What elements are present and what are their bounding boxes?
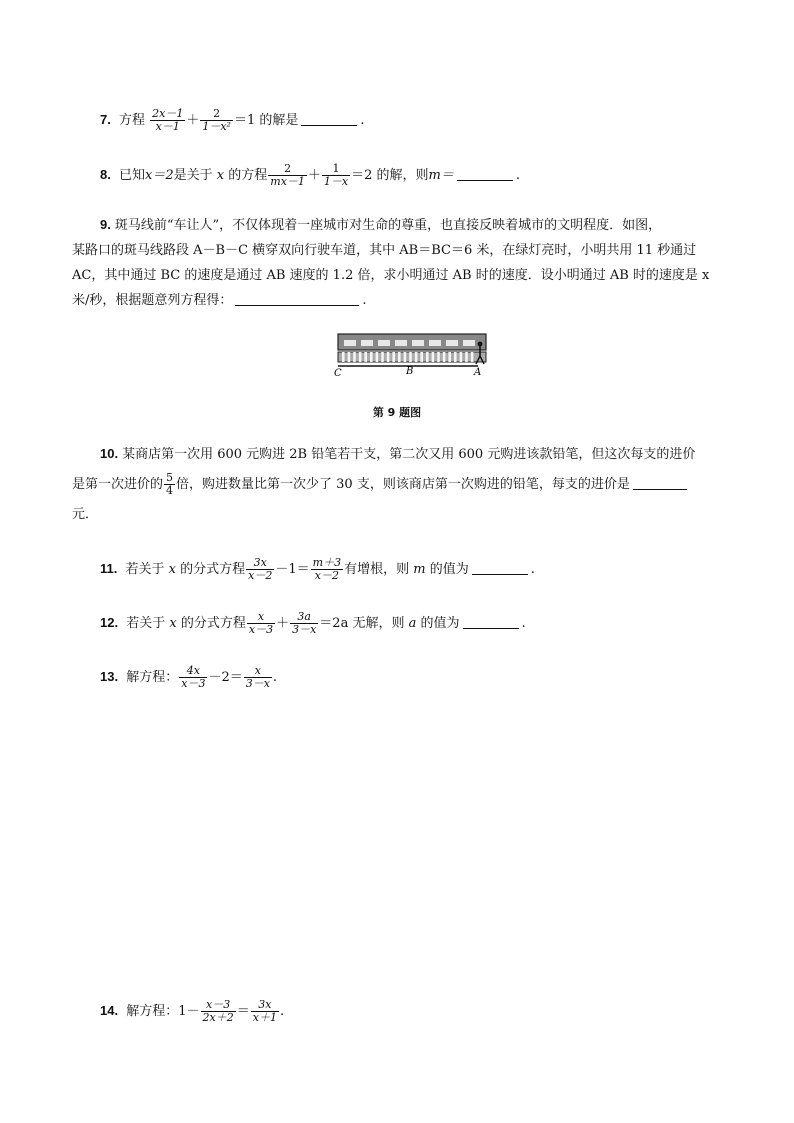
question-number: 9.: [100, 217, 111, 232]
question-13: [100, 665, 277, 690]
point-label-c: C: [334, 368, 342, 378]
crosswalk-stripe: [432, 352, 435, 362]
pedestrian-icon: [478, 342, 483, 347]
crosswalk-stripe: [409, 352, 412, 362]
fraction: [150, 108, 185, 133]
numerator: m＋3: [312, 556, 342, 569]
crosswalk-stripe: [437, 352, 440, 362]
lane-marking: [395, 340, 407, 346]
crosswalk-stripe: [398, 352, 401, 362]
numerator: 4x: [179, 665, 207, 678]
question-text: 若关于: [126, 616, 166, 631]
denominator: 4: [166, 484, 174, 497]
question-number: 11.: [100, 561, 118, 576]
crosswalk-stripe: [448, 352, 451, 362]
denominator: 3－x: [292, 623, 317, 636]
fraction: [322, 163, 350, 188]
numerator: 3a: [290, 611, 318, 624]
question-text: 倍，购进数量比第一次少了 30 支，则该商店第一次购进的铅笔，每支的进价是: [176, 477, 630, 492]
point-label-b: B: [406, 366, 414, 377]
crosswalk-stripe: [460, 352, 463, 362]
answer-blank[interactable]: [457, 167, 513, 181]
answer-blank[interactable]: [301, 112, 357, 126]
punctuation: .: [360, 113, 365, 128]
lane-marking: [446, 340, 458, 346]
operator: ＋: [186, 113, 200, 128]
question-text: 某路口的斑马线路段 A－B－C 横穿双向行驶车道，其中 AB＝BC＝6 米，在绿灯亮时，小明共用 11 秒通过: [72, 243, 697, 258]
crosswalk-stripe: [364, 352, 367, 362]
numerator: x: [247, 611, 275, 624]
numerator: 2: [200, 108, 233, 121]
question-text: 解方程：: [126, 670, 179, 685]
fraction: [247, 611, 275, 636]
crosswalk-stripe: [353, 352, 356, 362]
answer-blank[interactable]: [235, 292, 359, 306]
crosswalk-stripe: [420, 352, 423, 362]
denominator: x－2: [314, 569, 339, 582]
operator: ＋: [307, 168, 321, 183]
math-text: x＝2: [145, 168, 174, 183]
question-text: 是第一次进价的: [72, 477, 164, 492]
denominator: x－3: [181, 677, 206, 690]
lane-marking: [412, 340, 424, 346]
operator: －1＝: [275, 562, 310, 577]
lane-marking: [463, 340, 475, 346]
crosswalk-stripe: [443, 352, 446, 362]
operator: ＋: [276, 616, 290, 631]
crosswalk-stripe: [426, 352, 429, 362]
crosswalk-stripe: [454, 352, 457, 362]
question-7: [100, 108, 365, 133]
question-text: 的值为: [420, 616, 460, 631]
denominator: x－1: [155, 120, 180, 133]
lane-marking: [344, 340, 356, 346]
question-number: 13.: [100, 669, 119, 684]
punctuation: .: [515, 168, 520, 183]
crosswalk-figure: [334, 330, 490, 378]
math-text: m＝: [428, 168, 454, 183]
question-text: 方程: [118, 113, 145, 128]
question-text: 斑马线前“车让人”，不仅体现着一座城市对生命的尊重，也直接反映着城市的文明程度．如图，: [114, 218, 662, 233]
numerator: 3x: [251, 999, 279, 1012]
numerator: 2: [268, 163, 307, 176]
fraction: [246, 557, 274, 582]
question-text: 的分式方程: [180, 616, 246, 631]
question-9: [72, 212, 724, 313]
crosswalk-stripe: [387, 352, 390, 362]
math-text: x: [169, 616, 177, 631]
figure-caption: 第 9 题图: [372, 406, 422, 419]
math-text: m: [413, 562, 426, 577]
answer-blank[interactable]: [472, 561, 528, 575]
fraction: [251, 999, 279, 1024]
numerator: x: [244, 665, 272, 678]
crosswalk-stripe: [392, 352, 395, 362]
lane-marking: [429, 340, 441, 346]
question-text: 的分式方程: [180, 562, 246, 577]
operator: ＝: [236, 1004, 250, 1019]
punctuation: .: [362, 293, 367, 308]
question-10: [72, 439, 724, 530]
answer-blank[interactable]: [463, 615, 519, 629]
answer-blank[interactable]: [633, 476, 687, 490]
numerator: x－3: [201, 999, 236, 1012]
question-14: [100, 999, 284, 1024]
question-text: 米/秒，根据题意列方程得：: [72, 293, 233, 308]
question-number: 12.: [100, 615, 119, 630]
denominator: 1－x: [323, 175, 349, 188]
lane-marking: [378, 340, 390, 346]
crosswalk-stripe: [415, 352, 418, 362]
question-number: 14.: [100, 1003, 119, 1018]
denominator: 1－x²: [202, 120, 231, 133]
denominator: mx－1: [270, 175, 305, 188]
denominator: 3－x: [245, 677, 270, 690]
question-12: [100, 611, 526, 636]
question-text: 是关于: [173, 168, 213, 183]
fraction: [268, 163, 307, 188]
crosswalk-stripe: [359, 352, 362, 362]
punctuation: .: [530, 562, 535, 577]
question-text: 的方程: [228, 168, 268, 183]
question-number: 7.: [100, 112, 111, 127]
fraction: [244, 665, 272, 690]
question-text: 若关于: [125, 562, 165, 577]
crosswalk-stripe: [471, 352, 474, 362]
crosswalk-stripe: [376, 352, 379, 362]
denominator: x－3: [248, 623, 274, 636]
question-text: 解方程：: [126, 1004, 179, 1019]
operator: －2＝: [208, 670, 243, 685]
math-text: x: [168, 562, 176, 577]
numerator: 2x－1: [152, 107, 184, 120]
crosswalk-stripe: [465, 352, 468, 362]
denominator: 2x＋2: [202, 1011, 234, 1024]
question-8: [100, 163, 520, 188]
question-number: 10.: [100, 446, 119, 461]
question-text: 元．: [72, 507, 99, 522]
fraction: [290, 611, 318, 636]
fraction: [201, 999, 236, 1024]
fraction: [164, 472, 175, 497]
question-text: ＝2a 无解，则: [319, 616, 405, 631]
fraction: [200, 108, 233, 133]
numerator: 3x: [246, 557, 274, 570]
fraction: [179, 665, 207, 690]
punctuation: .: [279, 1004, 285, 1019]
punctuation: .: [521, 616, 526, 631]
punctuation: .: [272, 670, 278, 685]
lane-marking: [361, 340, 373, 346]
math-text: 1－: [178, 1004, 200, 1019]
numerator: 1: [322, 163, 350, 176]
question-text: 的值为: [429, 562, 469, 577]
question-text: ＝2 的解，则: [351, 168, 429, 183]
question-text: ＝1 的解是: [233, 113, 299, 128]
question-number: 8.: [100, 167, 111, 182]
crosswalk-stripe: [370, 352, 373, 362]
denominator: x＋1: [252, 1011, 277, 1024]
question-11: [100, 557, 535, 582]
numerator: 5: [166, 471, 174, 484]
fraction: [311, 557, 343, 582]
question-text: 已知: [118, 168, 145, 183]
point-label-a: A: [474, 367, 482, 378]
denominator: x－2: [248, 569, 273, 582]
crosswalk-stripe: [348, 352, 351, 362]
math-text: a: [408, 616, 417, 631]
question-text: 某商店第一次用 600 元购进 2B 铅笔若干支，第二次又用 600 元购进该款铅笔，但这次每支的进价: [122, 447, 696, 462]
math-text: x: [216, 168, 225, 183]
question-text: AC，其中通过 BC 的速度是通过 AB 速度的 1.2 倍，求小明通过 AB 时的速度．设小明通过 AB 时的速度是 x: [72, 268, 710, 283]
crosswalk-stripe: [342, 352, 345, 362]
crosswalk-stripe: [404, 352, 407, 362]
question-text: 有增根，则: [344, 562, 410, 577]
crosswalk-stripe: [381, 352, 384, 362]
